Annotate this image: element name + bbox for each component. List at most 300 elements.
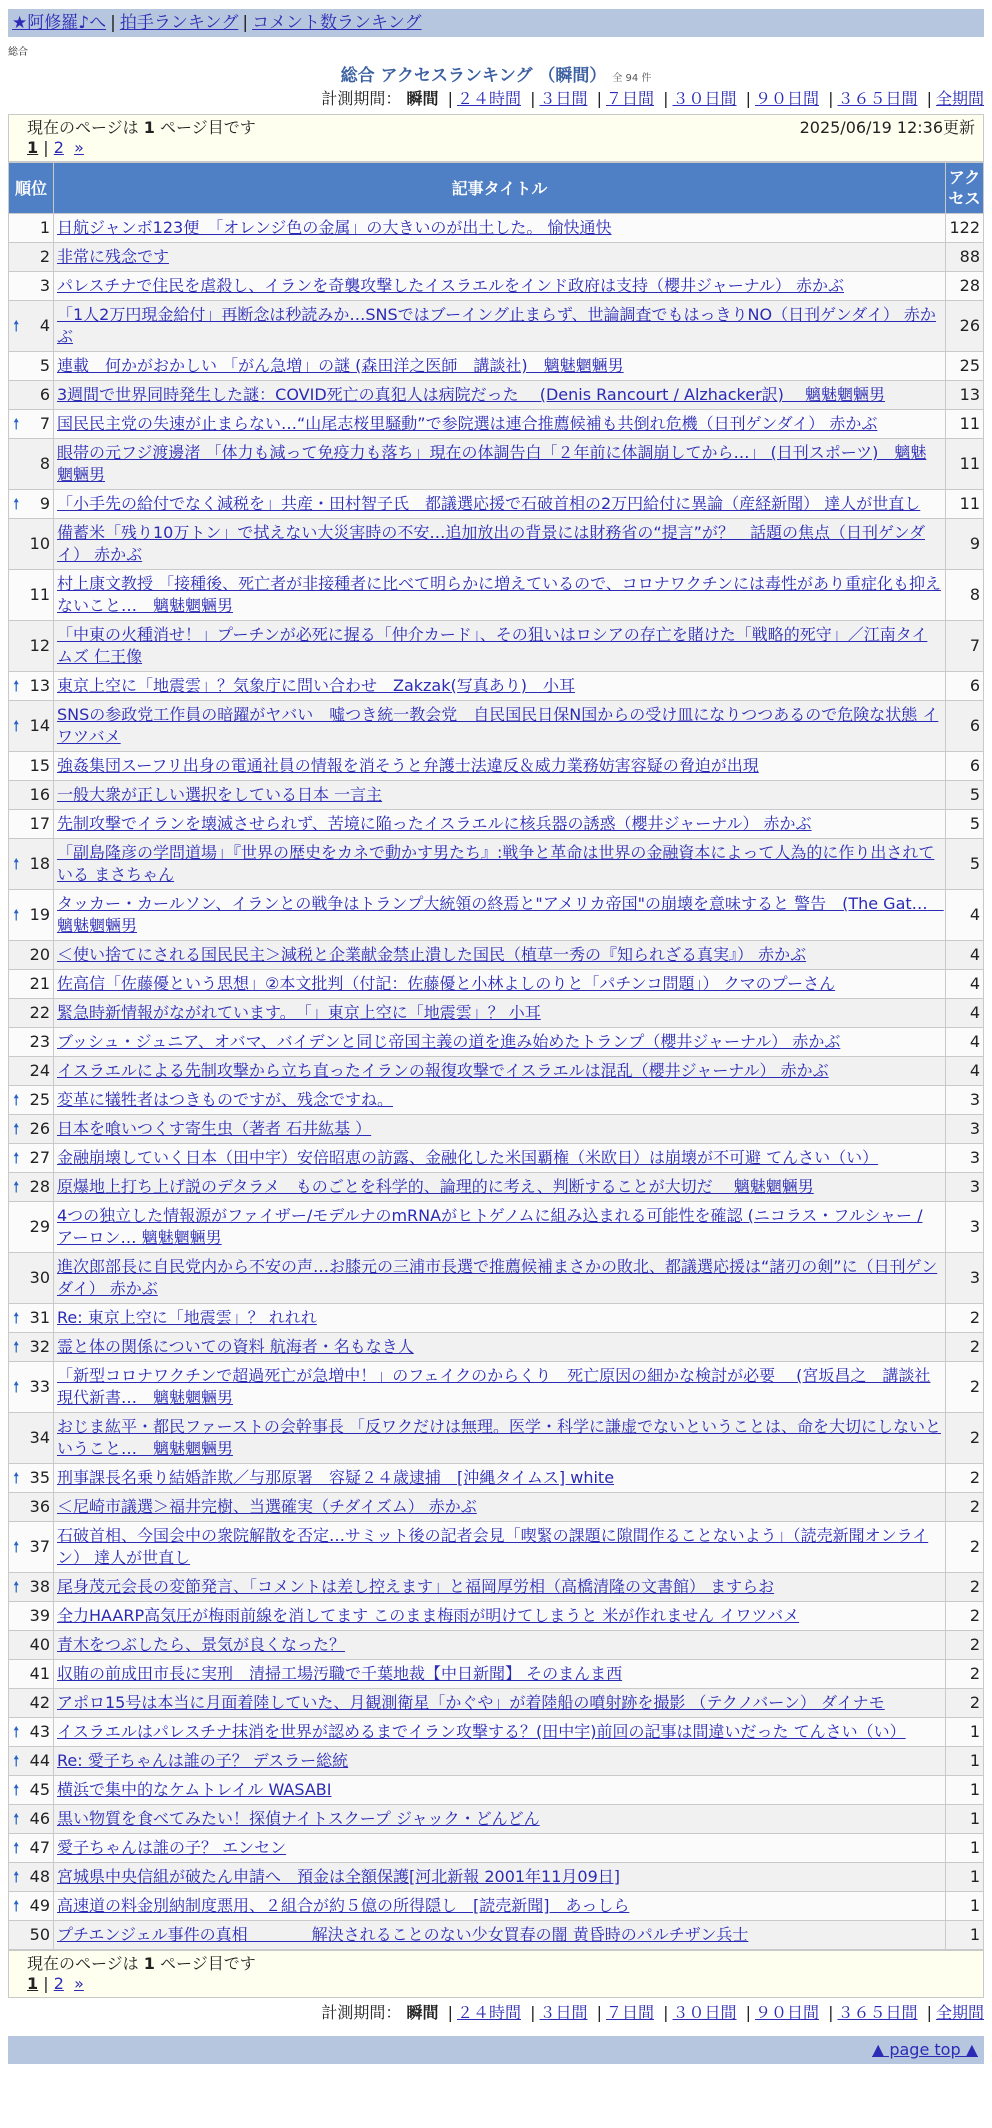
rank-cell [9, 1834, 54, 1863]
access-count: 28 [946, 272, 984, 301]
rank-number: 49 [29, 1896, 50, 1915]
article-title-link[interactable]: 横浜で集中的なケムトレイル WASABI [57, 1780, 332, 1799]
rank-cell [9, 439, 54, 490]
article-title-link[interactable]: 尾身茂元会長の変節発言、「コメントは差し控えます」と福岡厚労相（高橋清隆の文書館） ますらお [57, 1577, 775, 1596]
rank-cell [9, 1202, 54, 1253]
table-row [9, 1253, 984, 1304]
rank-number: 47 [29, 1838, 50, 1857]
table-row [9, 1602, 984, 1631]
home-link[interactable]: ★阿修羅♪へ [12, 13, 107, 33]
rank-cell [9, 1522, 54, 1573]
rank-number: 6 [39, 385, 50, 404]
rank-cell [9, 1333, 54, 1362]
access-count: 2 [946, 1602, 984, 1631]
article-title-link[interactable]: 変革に犠牲者はつきものですが、残念ですね。 [57, 1090, 394, 1109]
rank-number: 8 [39, 454, 50, 473]
table-row [9, 1834, 984, 1863]
page-links: 1 | 2 » [27, 138, 84, 157]
rank-cell [9, 1776, 54, 1805]
rank-cell [9, 810, 54, 839]
title-cell [54, 352, 946, 381]
table-row [9, 1747, 984, 1776]
access-count: 26 [946, 301, 984, 352]
rank-number: 4 [39, 316, 50, 335]
title-cell [54, 301, 946, 352]
rank-number: 17 [29, 814, 50, 833]
article-title-link[interactable]: 刑事課長名乗り結婚詐欺／与那原署 容疑２４歳逮捕 [沖縄タイムス] white [57, 1468, 615, 1487]
title-cell [54, 1921, 946, 1950]
article-title-link[interactable]: ブッシュ・ジュニア、オバマ、バイデンと同じ帝国主義の道を進み始めたトランプ（櫻井ジャーナル） 赤かぶ [57, 1032, 841, 1051]
rank-number: 19 [29, 905, 50, 924]
title-cell [54, 1464, 946, 1493]
access-count: 3 [946, 1173, 984, 1202]
article-title-link[interactable]: 3週間で世界同時発生した謎：COVID死亡の真犯人は病院だった (Denis Rancourt / Alzhacker訳) 魑魅魍魎男 [57, 385, 885, 404]
access-count: 3 [946, 1202, 984, 1253]
arrow-up-icon: 🠕 [13, 1868, 20, 1886]
access-count: 2 [946, 1464, 984, 1493]
article-title-link[interactable]: 村上康文教授 「接種後、死亡者が非接種者に比べて明らかに増えているので、コロナワクチンには毒性があり重症化も抑えないこと… 魑魅魍魎男 [57, 574, 941, 615]
table-row [9, 301, 984, 352]
rank-number: 48 [29, 1867, 50, 1886]
access-count: 1 [946, 1805, 984, 1834]
title-cell [54, 621, 946, 672]
access-count: 4 [946, 1057, 984, 1086]
table-row [9, 1362, 984, 1413]
arrow-up-icon: 🠕 [13, 1338, 20, 1356]
table-row [9, 1333, 984, 1362]
article-title-link[interactable]: 強姦集団スーフリ出身の電通社員の情報を消そうと弁護士法違反＆威力業務妨害容疑の脅迫が出現 [57, 756, 759, 775]
article-title-link[interactable]: 「新型コロナワクチンで超過死亡が急増中！」のフェイクのからくり 死亡原因の細かな検討が必要 (宮坂昌之 講談社現代新書… 魑魅魍魎男 [57, 1366, 931, 1407]
period-selector-bottom: 計測期間： 瞬間 | ２４時間 | ３日間 | ７日間 | ３０日間 | ９０日間 | ３６５日間 | 全期間 [321, 2003, 984, 2022]
article-title-link[interactable]: Re: 愛子ちゃんは誰の子？ デスラー総統 [57, 1751, 349, 1770]
rank-number: 30 [29, 1268, 50, 1287]
header-rank: 順位 [9, 163, 54, 214]
period-365d-link[interactable]: ３６５日間 [837, 2003, 918, 2022]
title-cell [54, 672, 946, 701]
table-row [9, 752, 984, 781]
access-count: 1 [946, 1718, 984, 1747]
access-count: 2 [946, 1333, 984, 1362]
article-title-link[interactable]: 「副島隆彦の学問道場」『世界の歴史をカネで動かす男たち』:戦争と革命は世界の金融資本によって人為的に作り出されている まさちゃん [57, 843, 935, 884]
article-title-link[interactable]: 黒い物質を食べてみたい！探偵ナイトスクープ ジャック・どんどん [57, 1809, 540, 1828]
rank-number: 41 [29, 1664, 50, 1683]
access-count: 3 [946, 1086, 984, 1115]
access-count: 2 [946, 1522, 984, 1573]
title-cell [54, 1573, 946, 1602]
article-title-link[interactable]: 緊急時新情報がながれています。 「」東京上空に「地震雲」？ 小耳 [57, 1003, 541, 1022]
title-cell [54, 781, 946, 810]
table-row [9, 1493, 984, 1522]
header-access: アクセス [946, 163, 984, 214]
article-title-link[interactable]: イスラエルによる先制攻撃から立ち直ったイランの報復攻撃でイスラエルは混乱（櫻井ジャーナル） 赤かぶ [57, 1061, 829, 1080]
article-title-link[interactable]: 宮城県中央信組が破たん申請へ 預金は全額保護[河北新報 2001年11月09日] [57, 1867, 621, 1886]
period-all-link[interactable]: 全期間 [935, 89, 984, 108]
article-title-link[interactable]: おじま紘平・都民ファーストの会幹事長 「反ワクだけは無理。医学・科学に謙虚でないということは、命を大切にしないということ… 魑魅魍魎男 [57, 1417, 941, 1458]
table-row [9, 1718, 984, 1747]
title-cell [54, 519, 946, 570]
title-cell [54, 243, 946, 272]
page-2-link[interactable]: 2 [53, 138, 64, 157]
table-row [9, 701, 984, 752]
nav-separator: | [242, 13, 249, 33]
article-title-link[interactable]: 連載 何かがおかしい 「がん急増」の謎 (森田洋之医師 講談社) 魑魅魍魎男 [57, 356, 624, 375]
page-heading [8, 61, 984, 86]
table-row [9, 1522, 984, 1573]
table-row [9, 352, 984, 381]
title-cell [54, 272, 946, 301]
table-row [9, 941, 984, 970]
article-title-link[interactable]: 佐高信「佐藤優という思想」②本文批判（付記：佐藤優と小林よしのりと「パチンコ問題」） クマのプーさん [57, 974, 836, 993]
page-links: 1 | 2 » [27, 1974, 84, 1993]
rank-number: 39 [29, 1606, 50, 1625]
rank-number: 9 [39, 494, 50, 513]
access-count: 11 [946, 410, 984, 439]
rank-cell [9, 752, 54, 781]
article-title-link[interactable]: SNSの参政党工作員の暗躍がヤバい 噓つき統一教会党 自民国民日保N国からの受け皿になりつつあるので危険な状態 イワツバメ [57, 705, 939, 746]
rank-number: 32 [29, 1337, 50, 1356]
arrow-up-icon: 🠕 [13, 717, 20, 735]
table-row [9, 519, 984, 570]
rank-number: 2 [39, 247, 50, 266]
rank-number: 45 [29, 1780, 50, 1799]
rank-cell [9, 672, 54, 701]
article-title-link[interactable]: 「1人2万円現金給付」再断念は秒読みか…SNSではブーイング止まらず、世論調査でもはっきりNO（日刊ゲンダイ） 赤かぶ [57, 305, 936, 346]
rank-cell [9, 970, 54, 999]
title-cell [54, 999, 946, 1028]
title-cell [54, 1057, 946, 1086]
page-top-link[interactable]: ▲ page top ▲ [871, 2040, 978, 2059]
rank-number: 33 [29, 1377, 50, 1396]
rank-cell [9, 941, 54, 970]
table-row [9, 1413, 984, 1464]
table-row [9, 1202, 984, 1253]
article-title-link[interactable]: パレスチナで住民を虐殺し、イランを奇襲攻撃したイスラエルをインド政府は支持（櫻井ジャーナル） 赤かぶ [57, 276, 845, 295]
rank-cell [9, 1413, 54, 1464]
title-cell [54, 1086, 946, 1115]
arrow-up-icon: 🠕 [13, 1149, 20, 1167]
table-row [9, 439, 984, 490]
table-row [9, 781, 984, 810]
comment-ranking-link[interactable]: コメント数ランキング [252, 13, 422, 33]
article-title-link[interactable]: 一般大衆が正しい選択をしている日本 一言主 [57, 785, 383, 804]
article-title-link[interactable]: アポロ15号は本当に月面着陸していた、月観測衛星「かぐや」が着陸船の噴射跡を撮影 （テクノバーン） ダイナモ [57, 1693, 885, 1712]
period-90d-link[interactable]: ９０日間 [754, 89, 819, 108]
title-cell [54, 1253, 946, 1304]
rank-cell [9, 701, 54, 752]
period-24h-link[interactable]: ２４時間 [456, 2003, 521, 2022]
table-row [9, 490, 984, 519]
access-count: 1 [946, 1892, 984, 1921]
period-3d-link[interactable]: ３日間 [539, 2003, 588, 2022]
article-title-link[interactable]: 非常に残念です [57, 247, 170, 266]
table-row [9, 1776, 984, 1805]
rank-number: 28 [29, 1177, 50, 1196]
article-title-link[interactable]: 日本を喰いつくす寄生虫（著者 石井紘基 ） [57, 1119, 372, 1138]
access-count: 1 [946, 1776, 984, 1805]
period-7d-link[interactable]: ７日間 [605, 2003, 654, 2022]
rank-cell [9, 272, 54, 301]
article-title-link[interactable]: 収賄の前成田市長に実刑 清掃工場汚職で千葉地裁【中日新聞】 そのまんま西 [57, 1664, 623, 1683]
arrow-up-icon: 🠕 [13, 317, 20, 335]
access-count: 2 [946, 1689, 984, 1718]
next-page-link[interactable]: » [74, 138, 84, 157]
title-cell [54, 214, 946, 243]
access-count: 6 [946, 701, 984, 752]
rank-cell [9, 621, 54, 672]
table-row [9, 839, 984, 890]
title-cell [54, 1747, 946, 1776]
rank-cell [9, 1921, 54, 1950]
table-row [9, 1573, 984, 1602]
access-count: 3 [946, 1144, 984, 1173]
title-cell [54, 1660, 946, 1689]
title-cell [54, 970, 946, 999]
period-30d-link[interactable]: ３０日間 [672, 2003, 737, 2022]
table-row [9, 1689, 984, 1718]
article-title-link[interactable]: 眼帯の元フジ渡邊渚 「体力も減って免疫力も落ち」現在の体調告白「２年前に体調崩してから…」 (日刊スポーツ) 魑魅魍魎男 [57, 443, 927, 484]
rank-cell [9, 1573, 54, 1602]
page-1-current: 1 [27, 138, 39, 157]
period-365d-link[interactable]: ３６５日間 [837, 89, 918, 108]
rank-number: 22 [29, 1003, 50, 1022]
period-label: 計測期間： [321, 2003, 402, 2022]
access-count: 8 [946, 570, 984, 621]
article-title-link[interactable]: 石破首相、今国会中の衆院解散を否定…サミット後の記者会見「喫緊の課題に隙間作ることないよう」（読売新聞オンライン） 達人が世直し [57, 1526, 929, 1567]
rank-cell [9, 410, 54, 439]
rank-number: 27 [29, 1148, 50, 1167]
title-cell [54, 1413, 946, 1464]
rank-number: 7 [39, 414, 50, 433]
rank-cell [9, 1086, 54, 1115]
table-row [9, 1086, 984, 1115]
article-title-link[interactable]: プチエンジェル事件の真相 解決されることのない少女買春の闇 黄昏時のパルチザン兵士 [57, 1925, 749, 1944]
table-row [9, 1173, 984, 1202]
period-7d-link[interactable]: ７日間 [605, 89, 654, 108]
arrow-up-icon: 🠕 [13, 1578, 20, 1596]
table-row [9, 999, 984, 1028]
access-count: 6 [946, 752, 984, 781]
rank-number: 38 [29, 1577, 50, 1596]
rank-cell [9, 214, 54, 243]
rank-number: 35 [29, 1468, 50, 1487]
pager-bottom [8, 1950, 984, 1998]
arrow-up-icon: 🠕 [13, 677, 20, 695]
access-count: 7 [946, 621, 984, 672]
title-cell [54, 701, 946, 752]
access-count: 1 [946, 1921, 984, 1950]
article-title-link[interactable]: ＜尼崎市議選＞福井完樹、当選確実（チダイズム） 赤かぶ [57, 1497, 477, 1516]
article-title-link[interactable]: 高速道の料金別納制度悪用、２組合が約５億の所得隠し [読売新聞] あっしら [57, 1896, 630, 1915]
table-row [9, 970, 984, 999]
access-count: 2 [946, 1413, 984, 1464]
title-cell [54, 570, 946, 621]
pager-top [8, 114, 984, 162]
title-cell [54, 1115, 946, 1144]
arrow-up-icon: 🠕 [13, 1309, 20, 1327]
rank-cell [9, 1253, 54, 1304]
period-current: 瞬間 [406, 89, 439, 108]
article-title-link[interactable]: タッカー・カールソン、イランとの戦争はトランプ大統領の終焉と"アメリカ帝国"の崩壊を意味すると 警告 (The Gat… 魑魅魍魎男 [57, 894, 944, 935]
article-title-link[interactable]: 先制攻撃でイランを壊滅させられず、苦境に陥ったイスラエルに核兵器の誘惑（櫻井ジャーナル） 赤かぶ [57, 814, 812, 833]
title-cell [54, 810, 946, 839]
title-cell [54, 439, 946, 490]
rank-number: 23 [29, 1032, 50, 1051]
rank-cell [9, 1028, 54, 1057]
article-title-link[interactable]: 「小手先の給付でなく減税を」共産・田村智子氏 都議選応援で石破首相の2万円給付に異論（産経新聞） 達人が世直し [57, 494, 921, 513]
rank-number: 13 [29, 676, 50, 695]
rank-number: 10 [29, 534, 50, 553]
rank-number: 37 [29, 1537, 50, 1556]
access-count: 88 [946, 243, 984, 272]
rank-cell [9, 1689, 54, 1718]
title-cell [54, 1602, 946, 1631]
table-row [9, 1057, 984, 1086]
rank-number: 44 [29, 1751, 50, 1770]
access-count: 9 [946, 519, 984, 570]
table-row [9, 1921, 984, 1950]
article-title-link[interactable]: 4つの独立した情報源がファイザー/モデルナのmRNAがヒトゲノムに組み込まれる可能性を確認 (ニコラス・フルシャー / アーロン… 魑魅魍魎男 [57, 1206, 923, 1247]
bottom-bar [8, 2036, 984, 2064]
arrow-up-icon: 🠕 [13, 1897, 20, 1915]
article-title-link[interactable]: 進次郎部長に自民党内から不安の声…お膝元の三浦市長選で推薦候補まさかの敗北、都議選応援は“諸刃の剣”に（日刊ゲンダイ） 赤かぶ [57, 1257, 938, 1298]
access-count: 1 [946, 1863, 984, 1892]
table-row [9, 1631, 984, 1660]
rank-cell [9, 1057, 54, 1086]
rank-cell [9, 1362, 54, 1413]
title-cell [54, 1834, 946, 1863]
rank-number: 50 [29, 1925, 50, 1944]
arrow-up-icon: 🠕 [13, 906, 20, 924]
title-cell [54, 1892, 946, 1921]
article-title-link[interactable]: 東京上空に「地震雲」？気象庁に問い合わせ Zakzak(写真あり) 小耳 [57, 676, 575, 695]
rank-cell [9, 1631, 54, 1660]
rank-cell [9, 1602, 54, 1631]
rank-cell [9, 381, 54, 410]
arrow-up-icon: 🠕 [13, 1752, 20, 1770]
arrow-up-icon: 🠕 [13, 1839, 20, 1857]
period-label: 計測期間： [321, 89, 402, 108]
rank-number: 5 [39, 356, 50, 375]
access-count: 2 [946, 1362, 984, 1413]
title-cell [54, 839, 946, 890]
table-row [9, 621, 984, 672]
table-row [9, 1028, 984, 1057]
rank-cell [9, 1493, 54, 1522]
article-title-link[interactable]: 青木をつぶしたら、景気が良くなった？ [57, 1635, 346, 1654]
table-row [9, 1304, 984, 1333]
header-title: 記事タイトル [54, 163, 946, 214]
access-count: 2 [946, 1631, 984, 1660]
table-row [9, 810, 984, 839]
rank-cell [9, 243, 54, 272]
title-cell [54, 752, 946, 781]
rank-cell [9, 839, 54, 890]
table-row [9, 381, 984, 410]
applause-ranking-link[interactable]: 拍手ランキング [119, 13, 239, 33]
rank-number: 12 [29, 636, 50, 655]
top-nav-bar [8, 9, 984, 37]
period-90d-link[interactable]: ９０日間 [754, 2003, 819, 2022]
period-3d-link[interactable]: ３日間 [539, 89, 588, 108]
rank-cell [9, 999, 54, 1028]
rank-number: 20 [29, 945, 50, 964]
article-title-link[interactable]: 原爆地上打ち上げ説のデタラメ ものごとを科学的、論理的に考え、判断することが大切だ 魑魅魍魎男 [57, 1177, 814, 1196]
period-24h-link[interactable]: ２４時間 [456, 89, 521, 108]
nav-separator: | [110, 13, 116, 33]
page-status: 現在のページは 1 ページ目です [27, 118, 256, 137]
next-page-link[interactable]: » [74, 1974, 84, 1993]
access-count: 2 [946, 1660, 984, 1689]
rank-cell [9, 519, 54, 570]
title-cell [54, 1805, 946, 1834]
category-label: 総合 [8, 47, 28, 58]
rank-number: 3 [39, 276, 50, 295]
table-row [9, 1863, 984, 1892]
table-row [9, 410, 984, 439]
table-row [9, 272, 984, 301]
rank-number: 26 [29, 1119, 50, 1138]
ranking-rows [9, 214, 984, 1950]
access-count: 3 [946, 1253, 984, 1304]
arrow-up-icon: 🠕 [13, 1781, 20, 1799]
table-row [9, 243, 984, 272]
title-cell [54, 1776, 946, 1805]
rank-number: 36 [29, 1497, 50, 1516]
title-cell [54, 1304, 946, 1333]
table-row [9, 672, 984, 701]
article-title-link[interactable]: ＜使い捨てにされる国民民主＞減税と企業献金禁止潰した国民（植草一秀の『知られざる真実』） 赤かぶ [57, 945, 807, 964]
article-title-link[interactable]: 愛子ちゃんは誰の子？ エンセン [57, 1838, 287, 1857]
article-title-link[interactable]: 備蓄米「残り10万トン」で拭えない大災害時の不安…追加放出の背景には財務省の“提言”が？ 話題の焦点（日刊ゲンダイ） 赤かぶ [57, 523, 925, 564]
period-all-link[interactable]: 全期間 [935, 2003, 984, 2022]
arrow-up-icon: 🠕 [13, 855, 20, 873]
table-row [9, 214, 984, 243]
table-row [9, 1144, 984, 1173]
title-cell [54, 1493, 946, 1522]
access-count: 3 [946, 1115, 984, 1144]
rank-cell [9, 1892, 54, 1921]
period-selector-top: 計測期間： 瞬間 | ２４時間 | ３日間 | ７日間 | ３０日間 | ９０日間 | ３６５日間 | 全期間 [321, 89, 984, 108]
access-count: 6 [946, 672, 984, 701]
article-title-link[interactable]: 霊と体の関係についての資料 航海者・名もなき人 [57, 1337, 414, 1356]
title-cell [54, 490, 946, 519]
rank-number: 1 [39, 218, 50, 237]
rank-number: 24 [29, 1061, 50, 1080]
rank-cell [9, 352, 54, 381]
access-count: 2 [946, 1304, 984, 1333]
rank-number: 29 [29, 1217, 50, 1236]
rank-cell [9, 1660, 54, 1689]
article-title-link[interactable]: 「中東の火種消せ！」プーチンが必死に握る「仲介カード」、その狙いはロシアの存亡を賭けた「戦略的死守」／江南タイムズ 仁王像 [57, 625, 928, 666]
rank-cell [9, 1805, 54, 1834]
article-title-link[interactable]: 全力HAARP高気圧が梅雨前線を消してます このまま梅雨が明けてしまうと 米が作れません イワツバメ [57, 1606, 800, 1625]
period-30d-link[interactable]: ３０日間 [672, 89, 737, 108]
access-count: 13 [946, 381, 984, 410]
rank-number: 43 [29, 1722, 50, 1741]
title-cell [54, 1689, 946, 1718]
article-title-link[interactable]: 日航ジャンボ123便 「オレンジ色の金属」の大きいのが出土した。 愉快通快 [57, 218, 612, 237]
page-2-link[interactable]: 2 [53, 1974, 64, 1993]
article-title-link[interactable]: イスラエルはパレスチナ抹消を世界が認めるまでイラン攻撃する？(田中宇)前回の記事は間違いだった てんさい（い） [57, 1722, 906, 1741]
article-title-link[interactable]: Re: 東京上空に「地震雲」？ れれれ [57, 1308, 317, 1327]
article-title-link[interactable]: 金融崩壊していく日本（田中宇）安倍昭恵の訪露、金融化した米国覇権（米欧日）は崩壊が不可避 てんさい（い） [57, 1148, 879, 1167]
rank-cell [9, 1464, 54, 1493]
article-title-link[interactable]: 国民民主党の失速が止まらない…“山尾志桜里騒動”で参院選は連合推薦候補も共倒れ危機（日刊ゲンダイ） 赤かぶ [57, 414, 878, 433]
access-count: 2 [946, 1573, 984, 1602]
title-cell [54, 941, 946, 970]
rank-number: 18 [29, 854, 50, 873]
rank-number: 21 [29, 974, 50, 993]
